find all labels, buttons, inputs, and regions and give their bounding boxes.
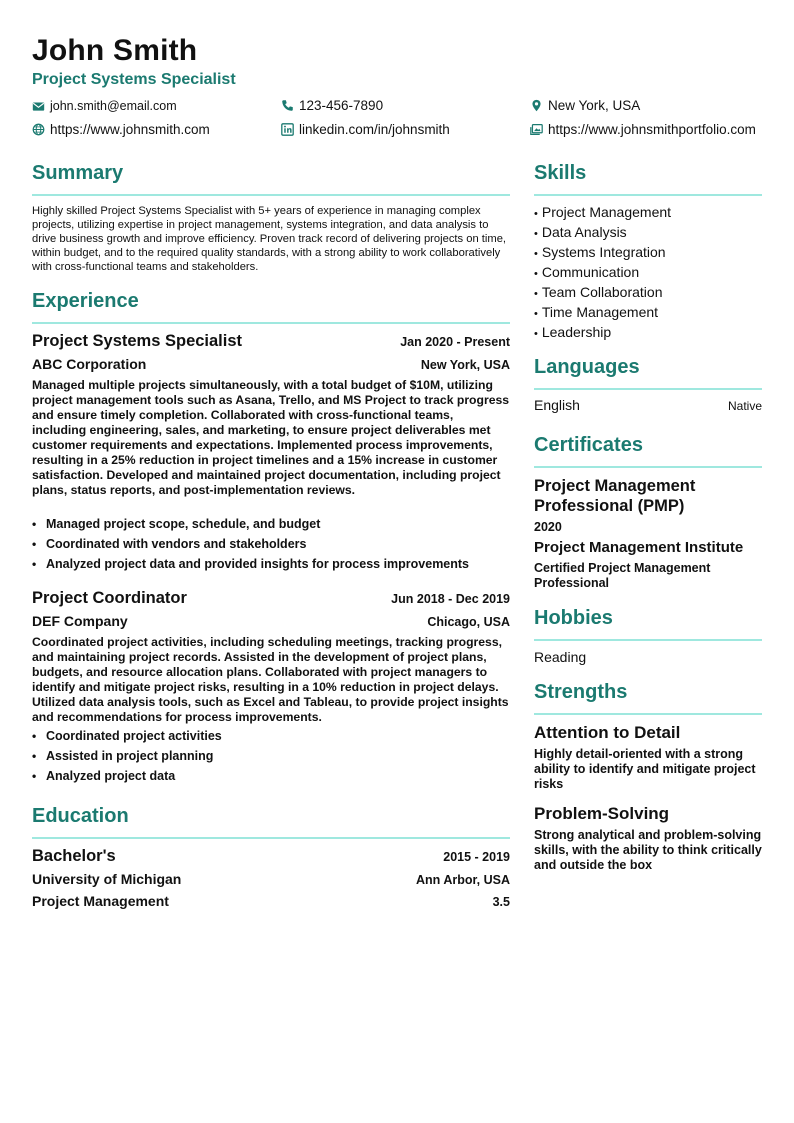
list-item: • Managed project scope, schedule, and budget	[32, 514, 510, 534]
job-company-row	[32, 356, 510, 372]
envelope-icon	[32, 100, 45, 113]
map-pin-icon	[530, 99, 543, 112]
contact-website[interactable]	[32, 122, 210, 137]
contact-email[interactable]	[32, 99, 177, 113]
linkedin-link: linkedin.com/in/johnsmith	[299, 122, 450, 137]
list-item: • Project Management	[534, 204, 672, 220]
education-school-row	[32, 871, 510, 887]
education-divider	[32, 837, 510, 839]
contact-phone[interactable]	[281, 98, 383, 113]
hobbies-heading: Hobbies	[534, 607, 613, 629]
experience-divider	[32, 322, 510, 324]
skills-list	[534, 202, 762, 342]
location-text: New York, USA	[548, 98, 641, 113]
certificate-description: Certified Project Management Professional	[534, 561, 711, 590]
language-level: Native	[727, 399, 762, 413]
skill-label: Time Management	[541, 304, 659, 320]
contact-location	[530, 98, 640, 113]
list-item: • Time Management	[534, 304, 659, 320]
education-gpa: 3.5	[492, 895, 510, 909]
skill-label: Systems Integration	[541, 244, 666, 260]
strengths-divider	[534, 713, 762, 715]
job-dates: Jan 2020 - Present	[400, 335, 510, 349]
job-dates: Jun 2018 - Dec 2019	[391, 592, 510, 606]
skill-label: Team Collaboration	[541, 284, 663, 300]
candidate-name: John Smith	[32, 34, 198, 67]
linkedin-icon	[281, 123, 294, 136]
website-link: https://www.johnsmith.com	[50, 122, 210, 137]
skill-label: Communication	[541, 264, 640, 280]
language-row	[534, 397, 762, 413]
image-gallery-icon	[530, 123, 543, 136]
summary-text: Highly skilled Project Systems Specialist with 5+ years of experience in managing complex projects, utilizing expertise in project management, systems integration, and data analysis to drive business growth and improve efficiency. Proven track record of delivering projects on time, within budget, and to the required quality standards, with a strong ability to work collaboratively with cross-functional teams and stakeholders.	[32, 205, 507, 273]
experience-heading: Experience	[32, 290, 139, 312]
languages-heading: Languages	[534, 356, 640, 378]
skill-label: Data Analysis	[541, 224, 627, 240]
list-item: • Analyzed project data and provided insights for process improvements	[32, 554, 510, 574]
email-text: john.smith@email.com	[50, 99, 177, 113]
certificate-name: Project Management Professional (PMP)	[534, 477, 696, 515]
list-item: • Communication	[534, 264, 640, 280]
job-header	[32, 332, 510, 351]
list-item: • Leadership	[534, 324, 612, 340]
job-title: Project Systems Specialist	[32, 332, 243, 350]
education-degree-row	[32, 847, 510, 866]
skills-heading: Skills	[534, 162, 587, 184]
skill-label: Leadership	[541, 324, 612, 340]
job-company: ABC Corporation	[32, 356, 147, 372]
list-item: • Assisted in project planning	[32, 746, 510, 766]
job-bullets	[32, 726, 510, 786]
job-title: Project Coordinator	[32, 589, 187, 607]
strength-description: Highly detail-oriented with a strong ability to identify and mitigate project risks	[534, 747, 756, 791]
portfolio-link: https://www.johnsmithportfolio.com	[548, 122, 756, 137]
job-header	[32, 589, 510, 608]
job-company: DEF Company	[32, 613, 128, 629]
certificates-heading: Certificates	[534, 434, 643, 456]
language-name: English	[534, 397, 580, 413]
job-bullets	[32, 514, 510, 574]
hobby-item: Reading	[534, 649, 587, 665]
education-field-row	[32, 893, 510, 909]
summary-heading: Summary	[32, 162, 124, 184]
education-school: University of Michigan	[32, 871, 182, 887]
contact-portfolio[interactable]	[530, 122, 756, 137]
list-item: • Data Analysis	[534, 224, 627, 240]
certificate-year: 2020	[534, 520, 562, 534]
summary-divider	[32, 194, 510, 196]
list-item: • Systems Integration	[534, 244, 666, 260]
education-location: Ann Arbor, USA	[416, 873, 510, 887]
strength-title: Attention to Detail	[534, 723, 681, 742]
strength-title: Problem-Solving	[534, 804, 670, 823]
candidate-title: Project Systems Specialist	[32, 71, 236, 88]
skill-label: Project Management	[541, 204, 672, 220]
skills-divider	[534, 194, 762, 196]
list-item: • Team Collaboration	[534, 284, 663, 300]
hobbies-divider	[534, 639, 762, 641]
job-location: Chicago, USA	[427, 615, 510, 629]
languages-divider	[534, 388, 762, 390]
education-dates: 2015 - 2019	[443, 850, 510, 864]
education-field: Project Management	[32, 893, 169, 909]
globe-icon	[32, 123, 45, 136]
certificate-issuer: Project Management Institute	[534, 539, 744, 556]
strengths-heading: Strengths	[534, 681, 628, 703]
list-item: • Coordinated project activities	[32, 726, 510, 746]
phone-icon	[281, 99, 294, 112]
phone-text: 123-456-7890	[299, 98, 384, 113]
job-location: New York, USA	[420, 358, 510, 372]
strength-description: Strong analytical and problem-solving skills, with the ability to think critically and outside the box	[534, 828, 762, 872]
job-description: Coordinated project activities, including scheduling meetings, tracking progress, and maintaining project records. Assisted in the development of project plans, budgets, and resource allocation plans. Collaborated with project managers to identify and mitigate project risks, resulting in a 10% reduction in project delays. Utilized data analysis tools, such as Excel and Tableau, to provide project insights and recommendations for process improvements.	[32, 635, 509, 724]
job-company-row	[32, 613, 510, 629]
list-item: • Analyzed project data	[32, 766, 510, 786]
certificates-divider	[534, 466, 762, 468]
contact-linkedin[interactable]	[281, 122, 450, 137]
list-item: • Coordinated with vendors and stakeholders	[32, 534, 510, 554]
education-heading: Education	[32, 805, 129, 827]
education-degree: Bachelor's	[32, 847, 116, 865]
job-description: Managed multiple projects simultaneously, with a total budget of $10M, utilizing project management tools such as Asana, Trello, and MS Project to track progress and ensure timely completion. Collaborated with cross-functional teams, including engineering, sales, and marketing, to ensure project deliverables met customer requirements and expectations. Implemented process improvements, resulting in a 25% reduction in project timelines and a 15% increase in customer satisfaction. Developed and maintained project documentation, including project plans, status reports, and post-implementation reviews.	[32, 378, 510, 497]
